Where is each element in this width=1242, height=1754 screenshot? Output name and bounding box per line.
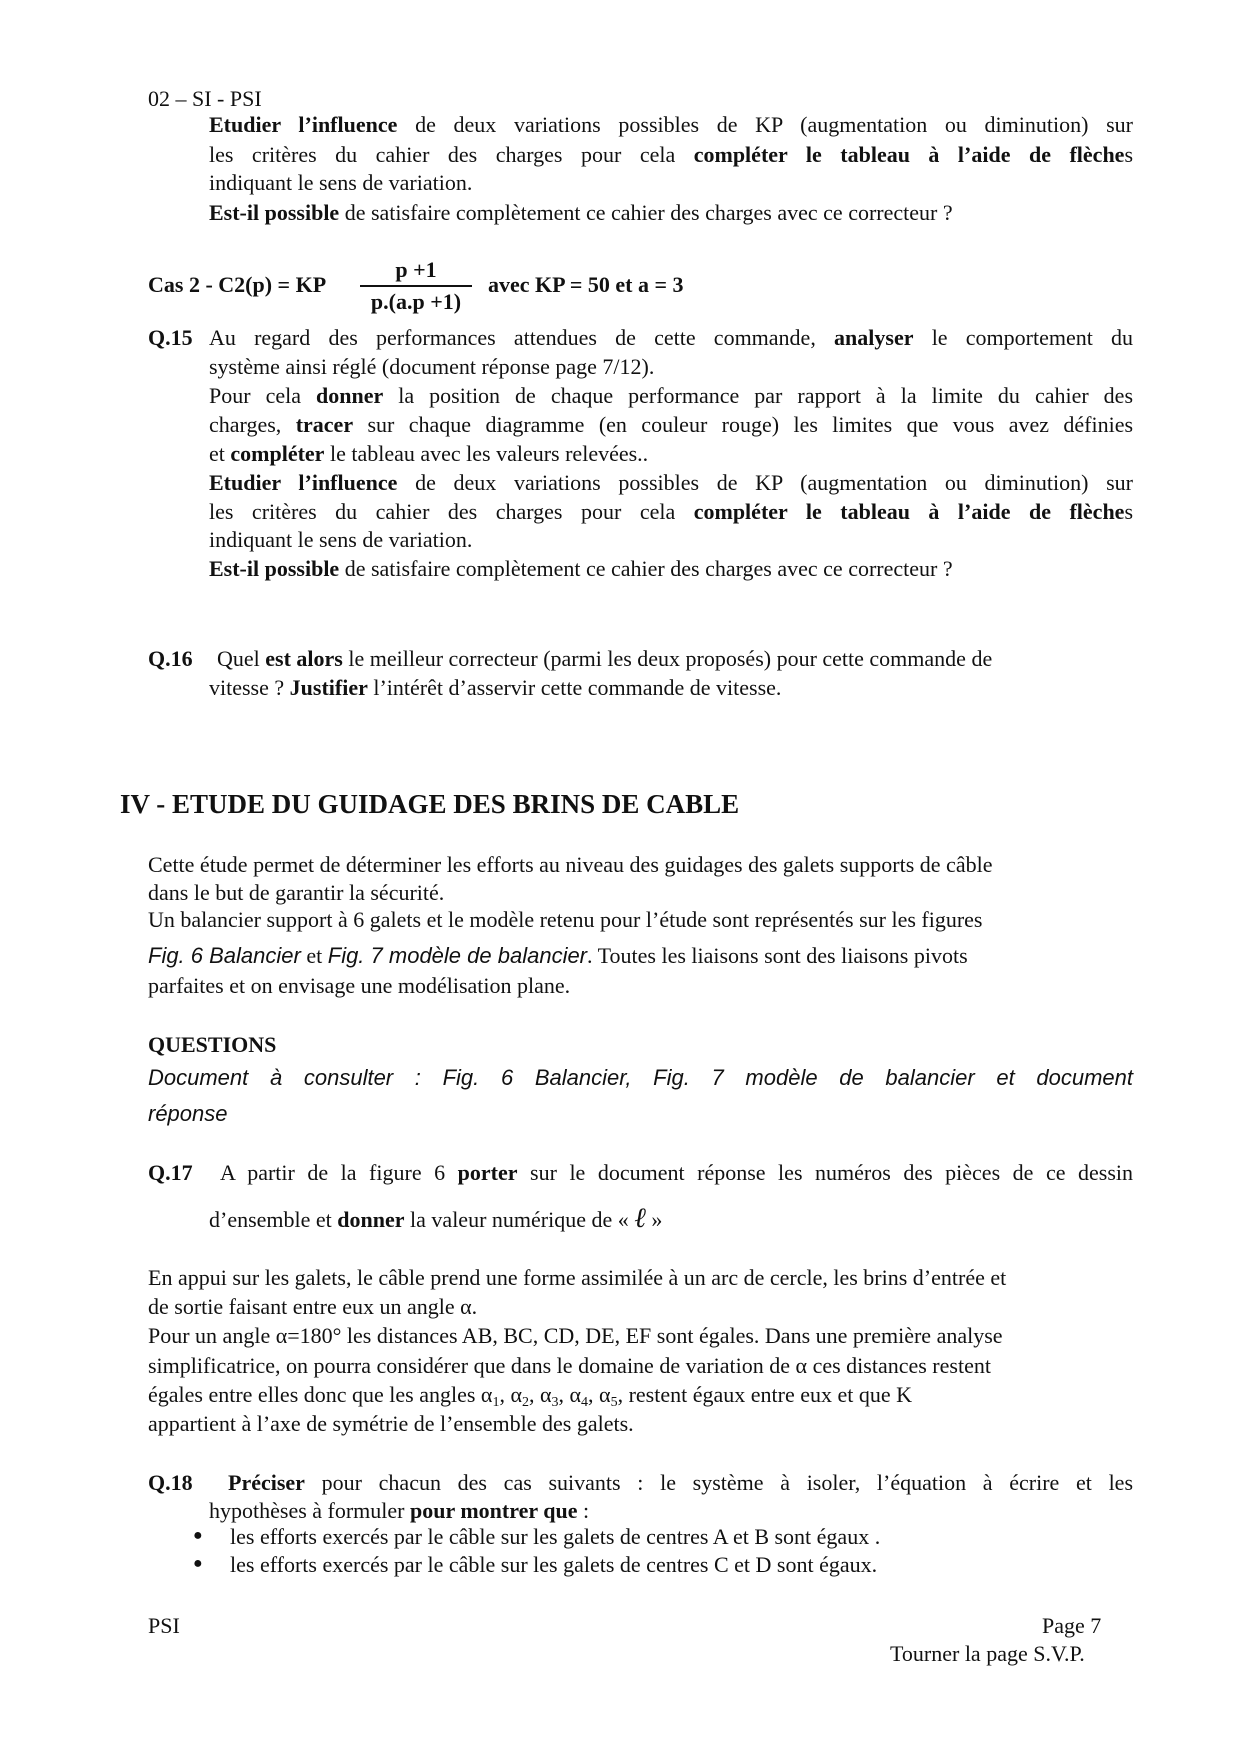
q17-line2: d’ensemble et donner la valeur numérique de « ℓ » (209, 1203, 663, 1234)
q15-number: Q.15 (148, 325, 193, 350)
q18-bullet-2: les efforts exercés par le câble sur les galets de centres C et D sont égaux. (230, 1552, 878, 1577)
q18-line1: Préciser pour chacun des cas suivants : le système à isoler, l’équation à écrire et les (228, 1470, 1134, 1495)
section-p4: Fig. 6 Balancier et Fig. 7 modèle de balancier. Toutes les liaisons sont des liaisons pivots (148, 943, 968, 968)
body2-line1: En appui sur les galets, le câble prend une forme assimilée à un arc de cercle, les brins d’entrée et (148, 1265, 1007, 1290)
q15-line4: charges, tracer sur chaque diagramme (en couleur rouge) les limites que vous avez définies (209, 412, 1134, 437)
q16-line1: Quel est alors le meilleur correcteur (parmi les deux proposés) pour cette commande de (217, 646, 993, 671)
q15-line3: Pour cela donner la position de chaque performance par rapport à la limite du cahier des (209, 383, 1134, 408)
section-title: IV - ETUDE DU GUIDAGE DES BRINS DE CABLE (120, 789, 740, 819)
q15-line1: Au regard des performances attendues de cette commande, analyser le comportement du (209, 325, 1134, 350)
bullet-dot: ● (193, 1527, 203, 1544)
case1-line4: Est-il possible de satisfaire complètement ce cahier des charges avec ce correcteur ? (209, 200, 953, 225)
footer-page-number: Page 7 (1042, 1613, 1102, 1638)
section-p2: dans le but de garantir la sécurité. (148, 880, 445, 905)
q15-line9: Est-il possible de satisfaire complètement ce cahier des charges avec ce correcteur ? (209, 556, 953, 581)
case1-line1: Etudier l’influence de deux variations possibles de KP (augmentation ou diminution) sur (209, 112, 1134, 137)
q18-bullet-1: les efforts exercés par le câble sur les galets de centres A et B sont égaux . (230, 1524, 881, 1549)
q15-line6: Etudier l’influence de deux variations possibles de KP (augmentation ou diminution) sur (209, 470, 1134, 495)
questions-doc-line1: Document à consulter : Fig. 6 Balancier, Fig. 7 modèle de balancier et document (148, 1065, 1133, 1090)
fraction-bar (360, 285, 472, 287)
bullet-dot: ● (193, 1555, 203, 1572)
questions-title: QUESTIONS (148, 1032, 277, 1057)
body2-line3: Pour un angle α=180° les distances AB, BC, CD, DE, EF sont égales. Dans une première analyse (148, 1323, 1003, 1348)
section-p5: parfaites et on envisage une modélisation plane. (148, 973, 571, 998)
header-left: 02 – SI - PSI (148, 86, 262, 111)
questions-doc-line2: réponse (148, 1101, 228, 1126)
q17-number: Q.17 (148, 1160, 193, 1185)
q15-line8: indiquant le sens de variation. (209, 527, 473, 552)
q16-line2: vitesse ? Justifier l’intérêt d’asservir cette commande de vitesse. (209, 675, 782, 700)
footer-left: PSI (148, 1613, 180, 1638)
case2-label: Cas 2 - C2(p) = KP (148, 272, 327, 297)
case2-params: avec KP = 50 et a = 3 (488, 272, 684, 297)
section-p1: Cette étude permet de déterminer les efforts au niveau des guidages des galets supports de câble (148, 852, 993, 877)
case1-line3: indiquant le sens de variation. (209, 170, 473, 195)
body2-line6: appartient à l’axe de symétrie de l’ensemble des galets. (148, 1411, 634, 1436)
q15-line2: système ainsi réglé (document réponse page 7/12). (209, 354, 655, 379)
q16-number: Q.16 (148, 646, 193, 671)
q18-line2: hypothèses à formuler pour montrer que : (209, 1498, 590, 1523)
q18-number: Q.18 (148, 1470, 193, 1495)
q17-line1: A partir de la figure 6 porter sur le document réponse les numéros des pièces de ce dessin (220, 1160, 1133, 1185)
q15-line7: les critères du cahier des charges pour cela compléter le tableau à l’aide de flèches (209, 499, 1134, 524)
body2-line4: simplificatrice, on pourra considérer que dans le domaine de variation de α ces distances restent (148, 1353, 991, 1378)
section-p3: Un balancier support à 6 galets et le modèle retenu pour l’étude sont représentés sur les figures (148, 907, 983, 932)
footer-turn-page: Tourner la page S.V.P. (890, 1641, 1085, 1666)
q15-line5: et compléter le tableau avec les valeurs relevées.. (209, 441, 649, 466)
body2-line2: de sortie faisant entre eux un angle α. (148, 1294, 478, 1319)
case1-line2: les critères du cahier des charges pour cela compléter le tableau à l’aide de flèches (209, 142, 1134, 167)
body2-line5: égales entre elles donc que les angles $\alpha_1$, $\alpha_2$, $\alpha_3$, $\alpha_4$, $\alpha_5$, restent égaux entre eux et que K (148, 1382, 913, 1410)
case2-numerator: p +1 (395, 257, 437, 282)
case2-denominator: p.(a.p +1) (370, 289, 462, 314)
